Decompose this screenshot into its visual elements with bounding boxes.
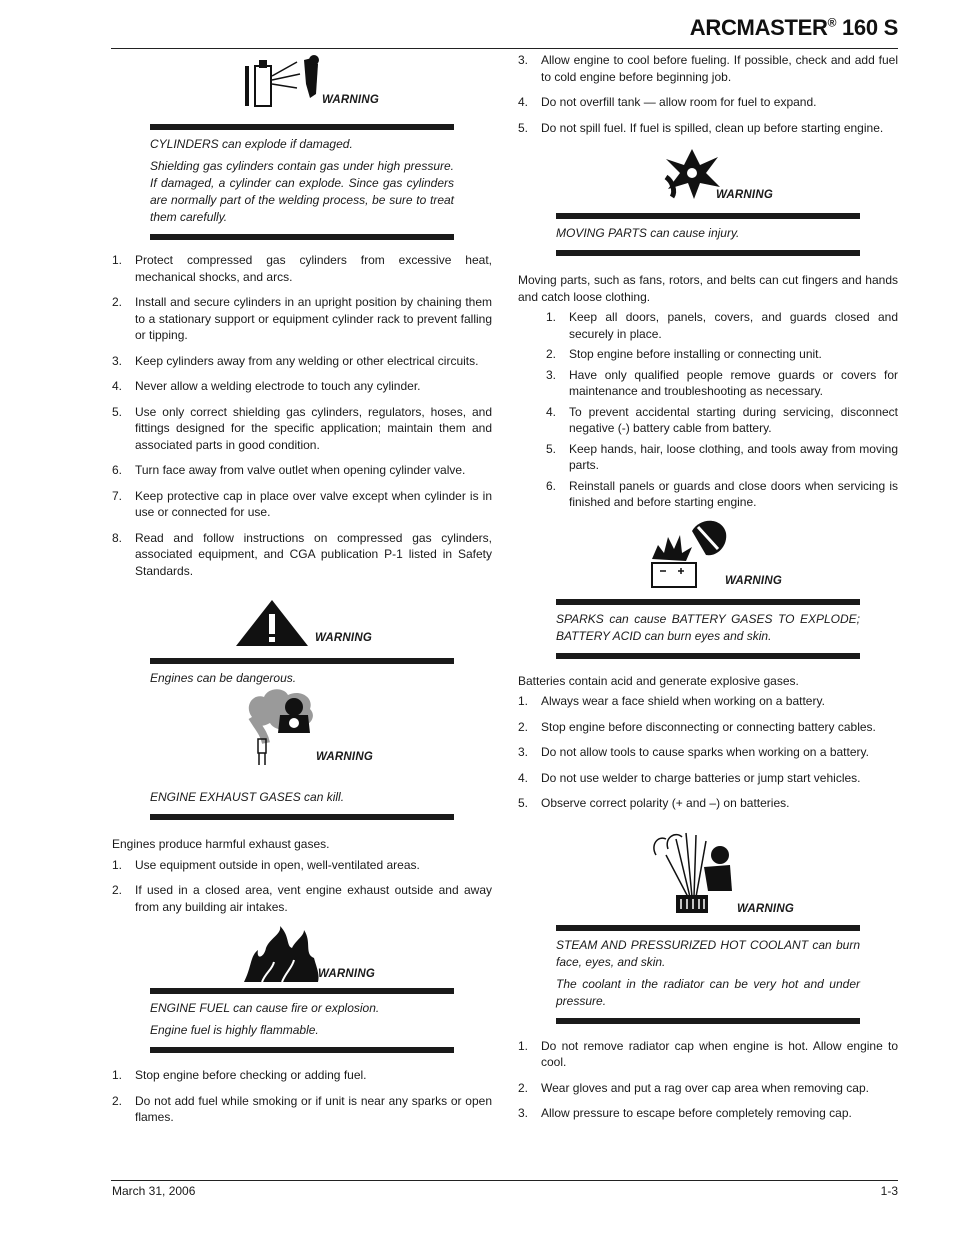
list-item: 5. Observe correct polarity (+ and –) on batteries. bbox=[518, 796, 790, 810]
warning-text: Engine fuel is highly flammable. bbox=[150, 1023, 319, 1037]
list-item: 1. Stop engine before checking or adding fuel. bbox=[112, 1068, 367, 1082]
warning-label: WARNING bbox=[737, 902, 794, 915]
warning-text: Shielding gas cylinders contain gas under high pressure. If damaged, a cylinder can explode. Since gas cylinders are normally part of the welding process, be sure to treat them carefully. bbox=[150, 159, 454, 224]
steam-hot-coolant-icon bbox=[646, 825, 736, 917]
battery-list bbox=[518, 693, 898, 812]
list-item: 8. Read and follow instructions on compressed gas cylinders, associated equipment, and CGA publication P-1 listed in Safety Standards. bbox=[112, 530, 492, 578]
battery-explosion-icon bbox=[648, 515, 728, 589]
cylinders-list bbox=[112, 252, 492, 579]
exhaust-intro: Engines produce harmful exhaust gases. bbox=[112, 837, 330, 851]
cylinders-warning-box bbox=[150, 124, 454, 240]
page-number: 1-3 bbox=[880, 1184, 898, 1198]
title-model: 160 S bbox=[836, 15, 898, 40]
list-item: 2. Wear gloves and put a rag over cap area when removing cap. bbox=[518, 1080, 869, 1095]
warning-label: WARNING bbox=[318, 968, 375, 980]
list-item: 3. Do not allow tools to cause sparks when working on a battery. bbox=[518, 745, 869, 759]
warning-heading: Engines can be dangerous. bbox=[150, 671, 297, 685]
title-registered-mark: ® bbox=[827, 15, 837, 30]
battery-warning-box bbox=[556, 599, 860, 659]
list-item: 3. Have only qualified people remove guards or covers for maintenance and troubleshooting as necessary. bbox=[546, 367, 898, 398]
list-item: 3. Allow engine to cool before fueling. If possible, check and add fuel to cold engine before beginning job. bbox=[518, 53, 898, 84]
moving-list bbox=[546, 309, 898, 511]
battery-intro: Batteries contain acid and generate explosive gases. bbox=[518, 673, 799, 688]
engines-warning-header bbox=[112, 588, 492, 658]
list-item: 6. Reinstall panels or guards and close doors when servicing is finished and before starting engine. bbox=[546, 478, 898, 509]
moving-warning-box bbox=[556, 213, 860, 256]
warning-label: WARNING bbox=[725, 574, 782, 587]
list-item: 2. Do not add fuel while smoking or if unit is near any sparks or open flames. bbox=[112, 1093, 492, 1124]
list-item: 5. Keep hands, hair, loose clothing, and tools away from moving parts. bbox=[546, 441, 898, 472]
list-item: 1. Protect compressed gas cylinders from excessive heat, mechanical shocks, and arcs. bbox=[112, 253, 492, 284]
title-main: ARCMASTER bbox=[689, 15, 828, 40]
list-item: 4. Do not overfill tank — allow room for fuel to expand. bbox=[518, 95, 817, 109]
list-item: 5. Do not spill fuel. If fuel is spilled, clean up before starting engine. bbox=[518, 120, 884, 135]
warning-heading: SPARKS can cause BATTERY GASES TO EXPLODE; BATTERY ACID can burn eyes and skin. bbox=[556, 611, 860, 643]
fuel-list-continued bbox=[518, 52, 898, 136]
list-item: 5. Use only correct shielding gas cylinders, regulators, hoses, and fittings designed for the specific application; maintain them and associated parts in good condition. bbox=[112, 404, 492, 452]
moving-warning-header bbox=[518, 145, 898, 213]
list-item: 1. Always wear a face shield when working on a battery. bbox=[518, 694, 825, 708]
warning-heading: STEAM AND PRESSURIZED HOT COOLANT can burn face, eyes, and skin. bbox=[556, 937, 860, 969]
list-item: 6. Turn face away from valve outlet when opening cylinder valve. bbox=[112, 463, 466, 477]
header-rule bbox=[111, 48, 898, 49]
battery-warning-header bbox=[518, 515, 898, 597]
footer-date: March 31, 2006 bbox=[112, 1184, 196, 1198]
fire-icon bbox=[242, 926, 322, 984]
footer-rule bbox=[111, 1180, 898, 1181]
list-item: 2. Stop engine before installing or connecting unit. bbox=[546, 347, 822, 361]
list-item: 1. Use equipment outside in open, well-ventilated areas. bbox=[112, 857, 420, 872]
list-item: 2. If used in a closed area, vent engine exhaust outside and away from any building air intakes. bbox=[112, 883, 492, 914]
engine-exhaust-icon bbox=[244, 687, 324, 769]
warning-label: WARNING bbox=[716, 189, 773, 201]
list-item: 7. Keep protective cap in place over valve except when cylinder is in use or connected for use. bbox=[112, 488, 492, 519]
warning-text: The coolant in the radiator can be very hot and under pressure. bbox=[556, 976, 860, 1008]
cylinders-warning-header bbox=[112, 52, 492, 124]
fuel-list bbox=[112, 1067, 492, 1126]
moving-parts-icon bbox=[662, 147, 722, 199]
right-column bbox=[518, 52, 898, 1131]
warning-heading: ENGINE FUEL can cause fire or explosion. bbox=[150, 1001, 380, 1015]
exhaust-list bbox=[112, 857, 492, 916]
steam-list bbox=[518, 1038, 898, 1122]
exhaust-warning-header bbox=[112, 687, 492, 775]
list-item: 3. Keep cylinders away from any welding or other electrical circuits. bbox=[112, 353, 479, 368]
engines-warning-box bbox=[150, 658, 454, 687]
list-item: 2. Install and secure cylinders in an upright position by chaining them to a stationary support or equipment cylinder rack to prevent falling or tipping. bbox=[112, 295, 492, 342]
steam-warning-header bbox=[518, 821, 898, 923]
danger-triangle-icon bbox=[234, 598, 310, 648]
exhaust-warning-box bbox=[150, 775, 454, 820]
steam-warning-box bbox=[556, 925, 860, 1024]
fuel-warning-box bbox=[150, 988, 454, 1053]
warning-heading: MOVING PARTS can cause injury. bbox=[556, 226, 740, 240]
list-item: 4. Never allow a welding electrode to touch any cylinder. bbox=[112, 379, 421, 393]
warning-label: WARNING bbox=[322, 94, 379, 106]
list-item: 1. Keep all doors, panels, covers, and guards closed and securely in place. bbox=[546, 310, 898, 341]
fuel-warning-header bbox=[112, 924, 492, 988]
left-column bbox=[112, 52, 492, 1135]
warning-heading: CYLINDERS can explode if damaged. bbox=[150, 137, 353, 151]
warning-heading: ENGINE EXHAUST GASES can kill. bbox=[150, 790, 345, 804]
list-item: 1. Do not remove radiator cap when engine is hot. Allow engine to cool. bbox=[518, 1038, 898, 1069]
gas-cylinder-explosion-icon bbox=[242, 54, 332, 110]
warning-label: WARNING bbox=[316, 751, 373, 763]
list-item: 4. To prevent accidental starting during servicing, disconnect negative (-) battery cable from battery. bbox=[546, 404, 898, 435]
page-title bbox=[689, 15, 898, 40]
list-item: 4. Do not use welder to charge batteries or jump start vehicles. bbox=[518, 770, 861, 785]
list-item: 3. Allow pressure to escape before completely removing cap. bbox=[518, 1106, 852, 1120]
list-item: 2. Stop engine before disconnecting or connecting battery cables. bbox=[518, 719, 876, 734]
warning-label: WARNING bbox=[315, 632, 372, 644]
moving-intro: Moving parts, such as fans, rotors, and belts can cut fingers and hands and catch loose clothing. bbox=[518, 273, 898, 304]
